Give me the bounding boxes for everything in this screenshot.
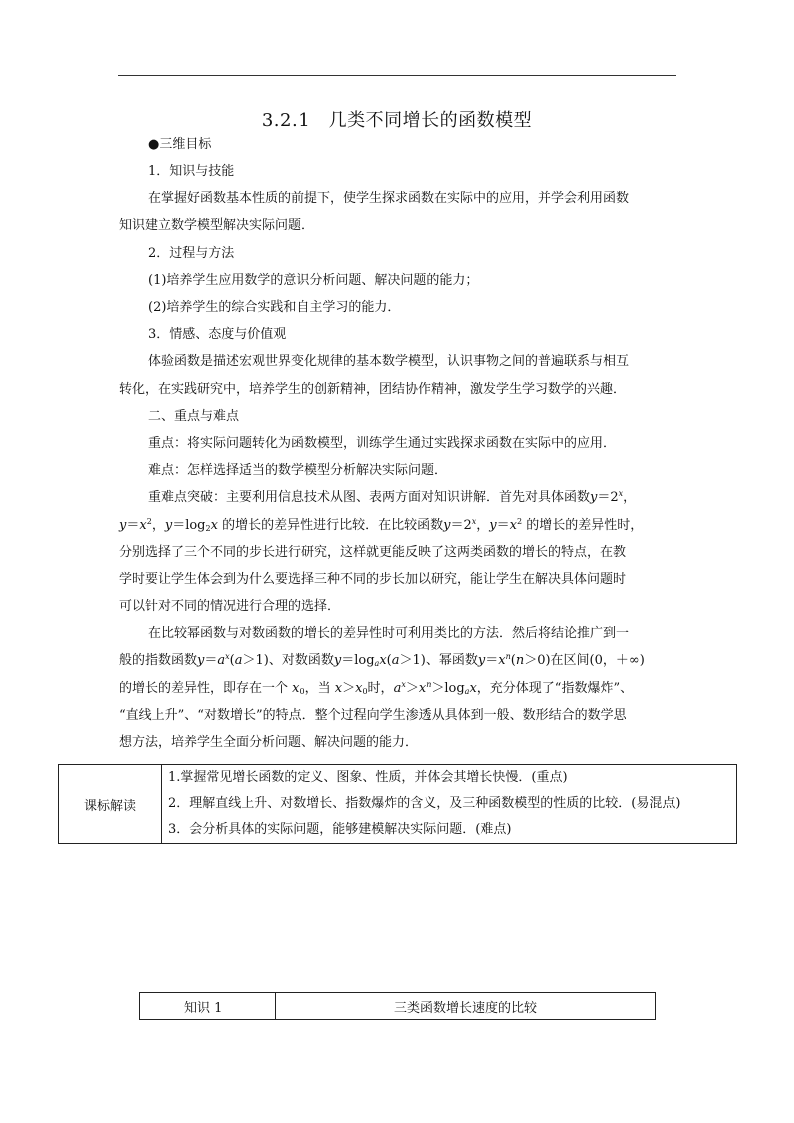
paragraph-line: 知识建立数学模型解决实际问题．	[119, 218, 315, 233]
curriculum-table	[58, 764, 737, 844]
knowledge-label: 知识 1	[140, 993, 276, 1020]
paragraph-line: 学时要让学生体会到为什么要选择三种不同的步长加以研究，能让学生在解决具体问题时	[119, 572, 627, 587]
paragraph-line: 体验函数是描述宏观世界变化规律的基本数学模型，认识事物之间的普遍联系与相互	[148, 354, 630, 369]
knowledge-topic: 三类函数增长速度的比较	[276, 993, 656, 1020]
paragraph-line: $y=x^2$，$y=\log_2x$ 的增长的差异性进行比较．在比较函数$y=2^x$，$y=x^2$ 的增长的差异性时，	[119, 517, 644, 533]
objectives-heading: ●三维目标	[148, 137, 212, 152]
section-knowledge-skills: 1．知识与技能	[148, 164, 235, 179]
page-title: 3.2.1 几类不同增长的函数模型	[261, 110, 533, 131]
paragraph-line: (1)培养学生应用数学的意识分析问题、解决问题的能力；	[148, 273, 479, 288]
paragraph-line: “直线上升”、“对数增长”的特点．整个过程向学生渗透从具体到一般、数形结合的数学思	[119, 708, 627, 723]
curriculum-items	[162, 765, 737, 844]
paragraph-line: 分别选择了三个不同的步长进行研究，这样就更能反映了这两类函数的增长的特点，在教	[119, 545, 627, 560]
paragraph-line: 转化，在实践研究中，培养学生的创新精神，团结协作精神，激发学生学习数学的兴趣．	[119, 382, 627, 397]
paragraph-line: (2)培养学生的综合实践和自主学习的能力．	[148, 300, 401, 315]
key-point-text: 重点：将实际问题转化为函数模型，训练学生通过实践探求函数在实际中的应用．	[148, 436, 617, 451]
curriculum-item: 3．会分析具体的实际问题，能够建模解决实际问题．(难点)	[168, 822, 512, 837]
paragraph-line: 想方法，培养学生全面分析问题、解决问题的能力．	[119, 735, 419, 750]
paragraph-line: 的增长的差异性，即存在一个 $x_0$，当 $x>x_0$时，$a^x>x^n>\log_ax$，充分体现了“指数爆炸”、	[119, 680, 634, 696]
section-attitude-values: 3．情感、态度与价值观	[148, 327, 287, 342]
difficult-point-text: 难点：怎样选择适当的数学模型分析解决实际问题．	[148, 463, 448, 478]
header-rule	[118, 75, 676, 76]
paragraph-line: 可以针对不同的情况进行合理的选择．	[119, 599, 341, 614]
curriculum-item: 2．理解直线上升、对数增长、指数爆炸的含义，及三种函数模型的性质的比较．(易混点)	[168, 796, 681, 811]
section-process-method: 2．过程与方法	[148, 246, 235, 261]
curriculum-item: 1.掌握常见增长函数的定义、图象、性质，并体会其增长快慢．(重点)	[168, 770, 568, 785]
paragraph-line: 在掌握好函数基本性质的前提下，使学生探求函数在实际中的应用，并学会利用函数	[148, 191, 630, 206]
curriculum-label: 课标解读	[59, 765, 162, 844]
paragraph-line: 重难点突破：主要利用信息技术从图、表两方面对知识讲解．首先对具体函数$y=2^x$，	[148, 489, 637, 505]
knowledge-table	[139, 992, 656, 1020]
paragraph-line: 般的指数函数$y=a^x(a>1)$、对数函数$y=\log_ax(a>1)$、幂函数$y=x^n(n>0)$在区间(0，＋∞)	[119, 652, 645, 668]
keypoints-heading: 二、重点与难点	[148, 409, 240, 424]
paragraph-line: 在比较幂函数与对数函数的增长的差异性时可利用类比的方法．然后将结论推广到一	[148, 626, 630, 641]
